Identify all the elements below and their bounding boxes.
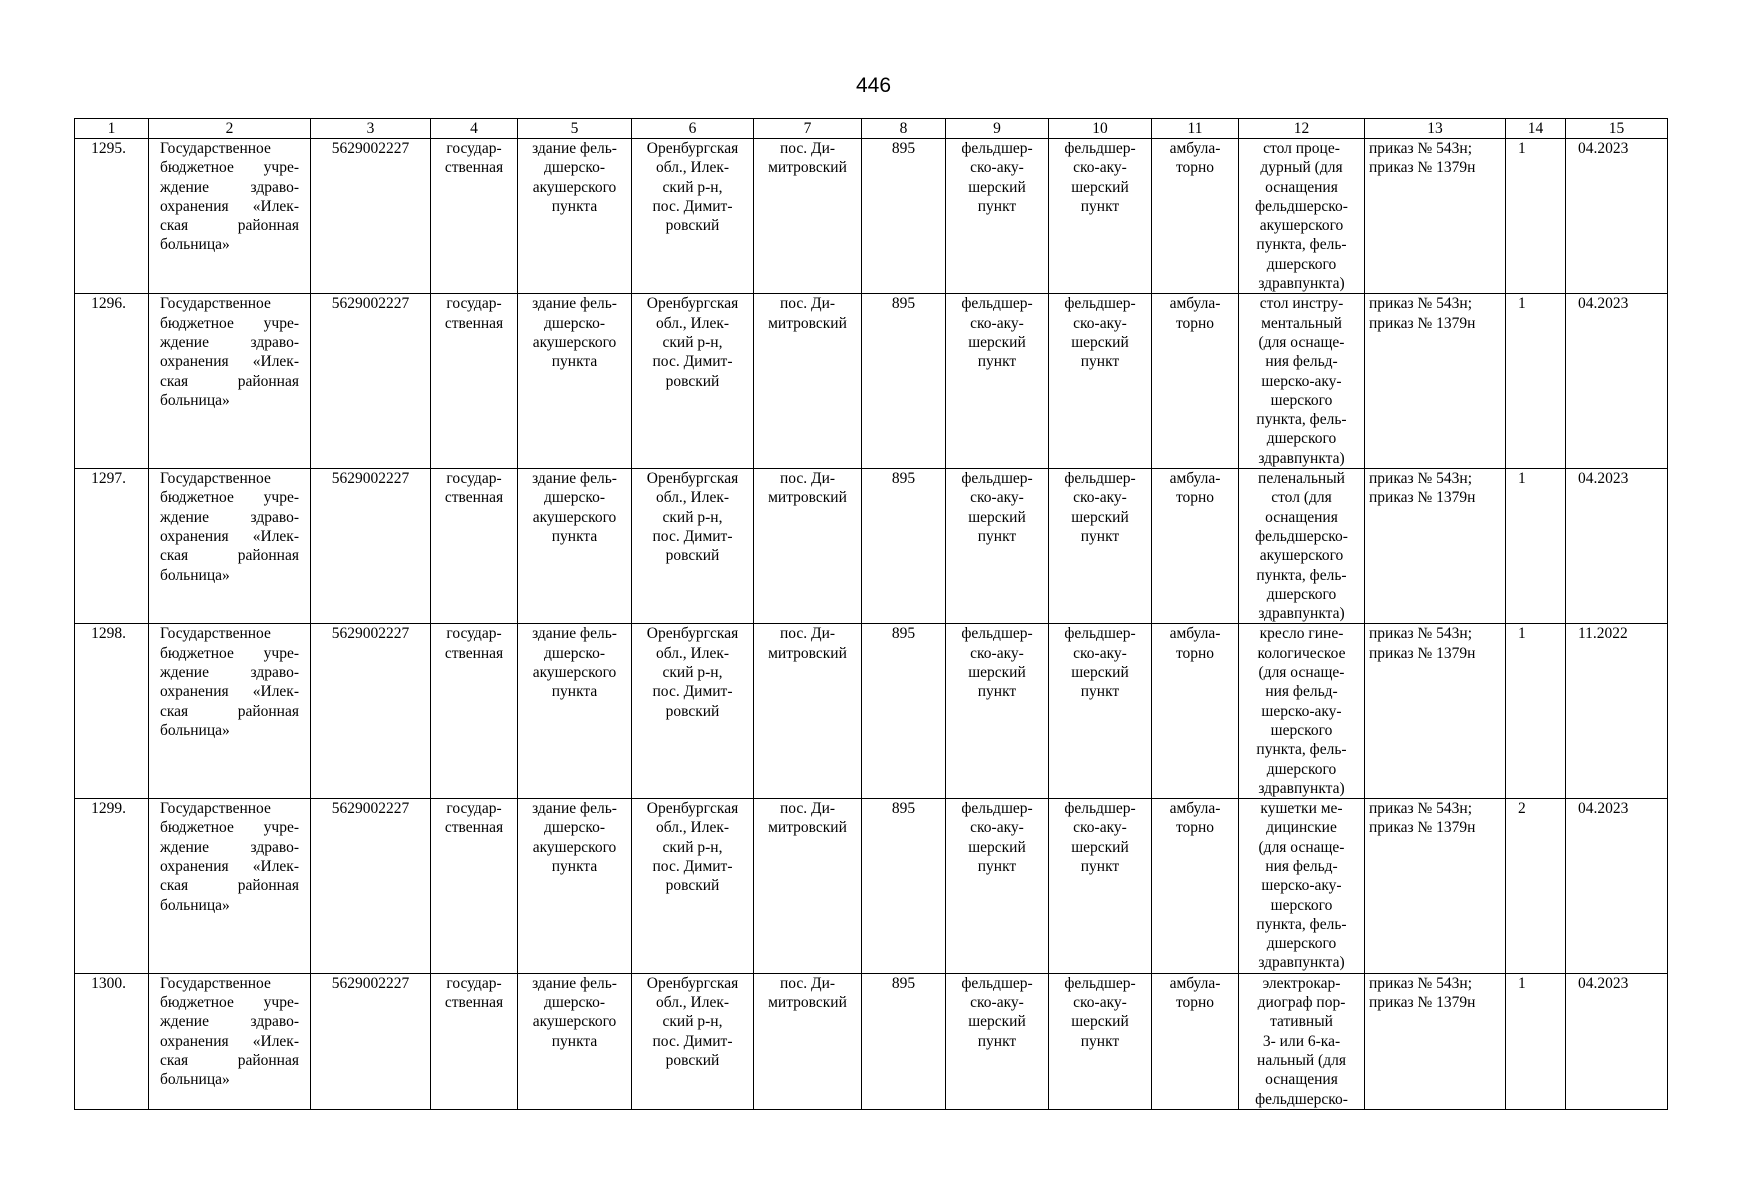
inn: 5629002227	[311, 139, 431, 294]
ownership: государ- ственная	[431, 139, 518, 294]
care-mode: амбула- торно	[1152, 469, 1239, 624]
order-reference: приказ № 543н; приказ № 1379н	[1365, 799, 1506, 974]
building: здание фель- дшерско- акушерского пункта	[518, 294, 632, 469]
column-header: 6	[632, 119, 754, 139]
column-header: 13	[1365, 119, 1506, 139]
row-number: 1296.	[75, 294, 149, 469]
unit-type: фельдшер- ско-аку- шерский пункт	[946, 624, 1049, 799]
ownership: государ- ственная	[431, 294, 518, 469]
settlement: пос. Ди- митровский	[754, 973, 862, 1109]
unit-type: фельдшер- ско-аку- шерский пункт	[946, 973, 1049, 1109]
code: 895	[862, 973, 946, 1109]
organization-name: Государственное бюджетное учре-ждение здраво-охранения «Илек-ская районная больница»	[149, 469, 311, 624]
building: здание фель- дшерско- акушерского пункта	[518, 973, 632, 1109]
quantity: 1	[1506, 294, 1566, 469]
settlement: пос. Ди- митровский	[754, 624, 862, 799]
settlement: пос. Ди- митровский	[754, 294, 862, 469]
column-header: 14	[1506, 119, 1566, 139]
unit-type: фельдшер- ско-аку- шерский пункт	[946, 799, 1049, 974]
order-reference: приказ № 543н; приказ № 1379н	[1365, 139, 1506, 294]
column-header: 2	[149, 119, 311, 139]
equipment: кресло гине- кологическое (для оснаще- ния фельд- шерско-аку- шерского пункта, фель- дшерского здравпункта)	[1239, 624, 1365, 799]
column-header: 7	[754, 119, 862, 139]
table-row	[75, 973, 1668, 1109]
order-reference: приказ № 543н; приказ № 1379н	[1365, 973, 1506, 1109]
table-row	[75, 139, 1668, 294]
equipment: стол инстру- ментальный (для оснаще- ния фельд- шерско-аку- шерского пункта, фель- дшерского здравпункта)	[1239, 294, 1365, 469]
care-mode: амбула- торно	[1152, 973, 1239, 1109]
care-mode: амбула- торно	[1152, 624, 1239, 799]
unit-type: фельдшер- ско-аку- шерский пункт	[946, 139, 1049, 294]
care-mode: амбула- торно	[1152, 139, 1239, 294]
column-header: 12	[1239, 119, 1365, 139]
quantity: 1	[1506, 624, 1566, 799]
address: Оренбургская обл., Илек- ский р-н, пос. Димит- ровский	[632, 139, 754, 294]
building: здание фель- дшерско- акушерского пункта	[518, 799, 632, 974]
column-header: 5	[518, 119, 632, 139]
table-row	[75, 294, 1668, 469]
column-header: 3	[311, 119, 431, 139]
inn: 5629002227	[311, 799, 431, 974]
date: 04.2023	[1566, 973, 1668, 1109]
order-reference: приказ № 543н; приказ № 1379н	[1365, 469, 1506, 624]
building: здание фель- дшерско- акушерского пункта	[518, 469, 632, 624]
order-reference: приказ № 543н; приказ № 1379н	[1365, 624, 1506, 799]
organization-name: Государственное бюджетное учре-ждение здраво-охранения «Илек-ская районная больница»	[149, 294, 311, 469]
table-row	[75, 469, 1668, 624]
equipment: кушетки ме- дицинские (для оснаще- ния фельд- шерско-аку- шерского пункта, фель- дшерского здравпункта)	[1239, 799, 1365, 974]
care-mode: амбула- торно	[1152, 294, 1239, 469]
column-header: 15	[1566, 119, 1668, 139]
organization-name: Государственное бюджетное учре-ждение здраво-охранения «Илек-ская районная больница»	[149, 139, 311, 294]
address: Оренбургская обл., Илек- ский р-н, пос. Димит- ровский	[632, 294, 754, 469]
code: 895	[862, 624, 946, 799]
quantity: 2	[1506, 799, 1566, 974]
settlement: пос. Ди- митровский	[754, 799, 862, 974]
ownership: государ- ственная	[431, 624, 518, 799]
date: 04.2023	[1566, 294, 1668, 469]
table-row	[75, 799, 1668, 974]
column-number-header	[75, 119, 1668, 139]
code: 895	[862, 139, 946, 294]
building: здание фель- дшерско- акушерского пункта	[518, 624, 632, 799]
quantity: 1	[1506, 469, 1566, 624]
date: 04.2023	[1566, 799, 1668, 974]
inn: 5629002227	[311, 973, 431, 1109]
address: Оренбургская обл., Илек- ский р-н, пос. Димит- ровский	[632, 799, 754, 974]
address: Оренбургская обл., Илек- ский р-н, пос. Димит- ровский	[632, 624, 754, 799]
unit-name: фельдшер- ско-аку- шерский пункт	[1049, 799, 1152, 974]
column-header: 1	[75, 119, 149, 139]
organization-name: Государственное бюджетное учре-ждение здраво-охранения «Илек-ская районная больница»	[149, 799, 311, 974]
order-reference: приказ № 543н; приказ № 1379н	[1365, 294, 1506, 469]
ownership: государ- ственная	[431, 469, 518, 624]
row-number: 1299.	[75, 799, 149, 974]
row-number: 1298.	[75, 624, 149, 799]
unit-name: фельдшер- ско-аку- шерский пункт	[1049, 139, 1152, 294]
ownership: государ- ственная	[431, 799, 518, 974]
organization-name: Государственное бюджетное учре-ждение здраво-охранения «Илек-ская районная больница»	[149, 624, 311, 799]
quantity: 1	[1506, 139, 1566, 294]
address: Оренбургская обл., Илек- ский р-н, пос. Димит- ровский	[632, 469, 754, 624]
row-number: 1295.	[75, 139, 149, 294]
unit-type: фельдшер- ско-аку- шерский пункт	[946, 294, 1049, 469]
settlement: пос. Ди- митровский	[754, 139, 862, 294]
address: Оренбургская обл., Илек- ский р-н, пос. Димит- ровский	[632, 973, 754, 1109]
inn: 5629002227	[311, 294, 431, 469]
ownership: государ- ственная	[431, 973, 518, 1109]
equipment: пеленальный стол (для оснащения фельдшерско- акушерского пункта, фель- дшерского здравпункта)	[1239, 469, 1365, 624]
date: 04.2023	[1566, 469, 1668, 624]
unit-type: фельдшер- ско-аку- шерский пункт	[946, 469, 1049, 624]
unit-name: фельдшер- ско-аку- шерский пункт	[1049, 469, 1152, 624]
row-number: 1300.	[75, 973, 149, 1109]
column-header: 9	[946, 119, 1049, 139]
column-header: 8	[862, 119, 946, 139]
row-number: 1297.	[75, 469, 149, 624]
building: здание фель- дшерско- акушерского пункта	[518, 139, 632, 294]
inn: 5629002227	[311, 469, 431, 624]
code: 895	[862, 294, 946, 469]
code: 895	[862, 469, 946, 624]
quantity: 1	[1506, 973, 1566, 1109]
equipment: стол проце- дурный (для оснащения фельдшерско- акушерского пункта, фель- дшерского здравпункта)	[1239, 139, 1365, 294]
care-mode: амбула- торно	[1152, 799, 1239, 974]
code: 895	[862, 799, 946, 974]
date: 04.2023	[1566, 139, 1668, 294]
inn: 5629002227	[311, 624, 431, 799]
page-number: 446	[855, 74, 892, 97]
column-header: 11	[1152, 119, 1239, 139]
unit-name: фельдшер- ско-аку- шерский пункт	[1049, 294, 1152, 469]
table-row	[75, 624, 1668, 799]
organization-name: Государственное бюджетное учре-ждение здраво-охранения «Илек-ская районная больница»	[149, 973, 311, 1109]
registry-table	[74, 118, 1668, 1110]
unit-name: фельдшер- ско-аку- шерский пункт	[1049, 624, 1152, 799]
date: 11.2022	[1566, 624, 1668, 799]
column-header: 4	[431, 119, 518, 139]
column-header: 10	[1049, 119, 1152, 139]
settlement: пос. Ди- митровский	[754, 469, 862, 624]
unit-name: фельдшер- ско-аку- шерский пункт	[1049, 973, 1152, 1109]
equipment: электрокар- диограф пор- тативный 3- или 6-ка- нальный (для оснащения фельдшерско-	[1239, 973, 1365, 1109]
